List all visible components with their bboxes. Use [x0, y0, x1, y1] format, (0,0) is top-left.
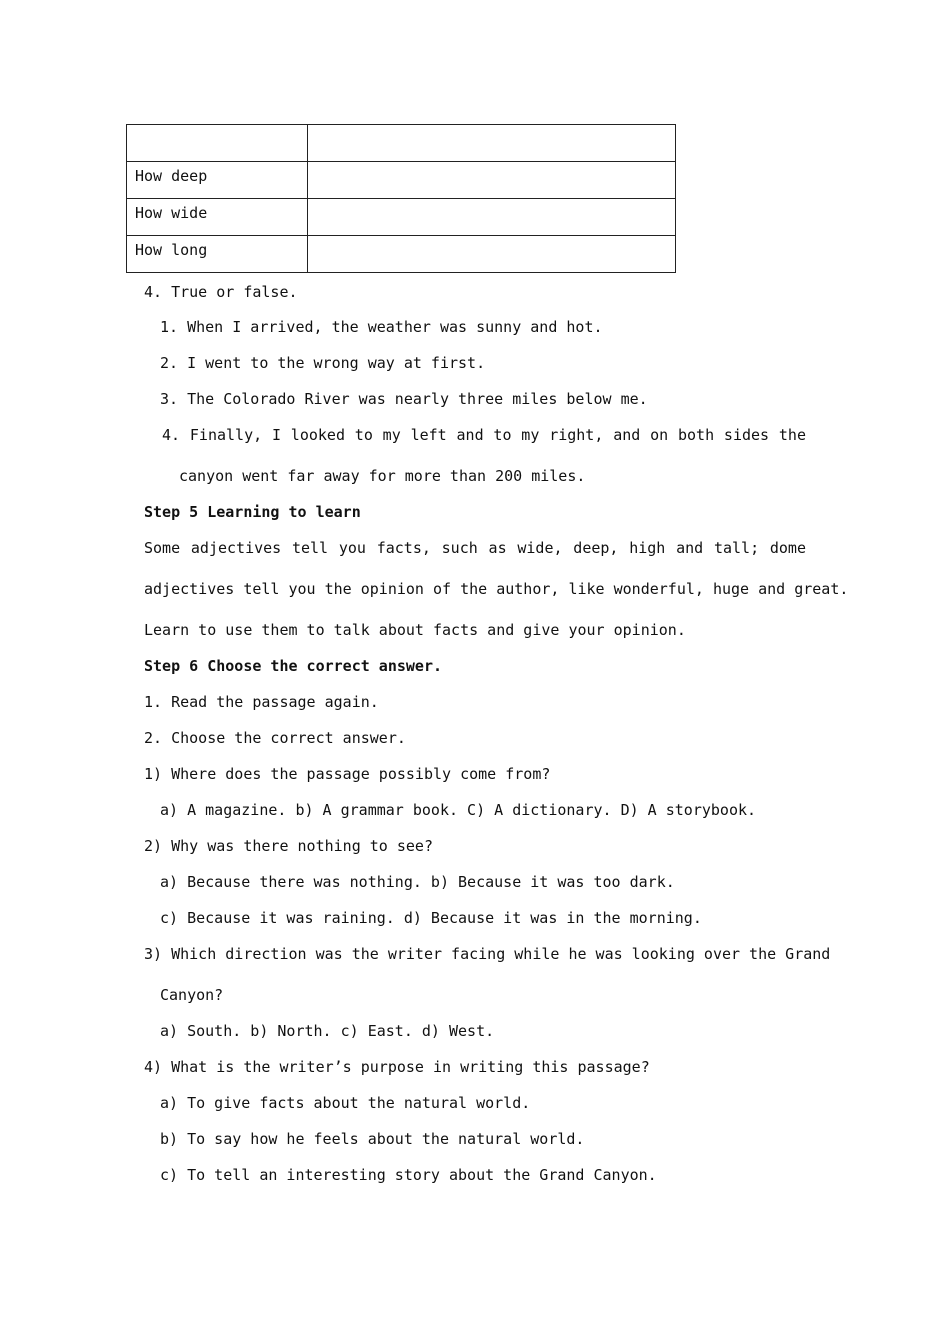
question-4-option: c) To tell an interesting story about the Grand Canyon.	[160, 1166, 657, 1184]
tf-item: 1. When I arrived, the weather was sunny and hot.	[160, 318, 603, 336]
question-1: 1) Where does the passage possibly come from?	[144, 765, 551, 783]
step5-paragraph-line: Some adjectives tell you facts, such as wide, deep, high and tall; dome	[144, 539, 806, 557]
question-2-options: c) Because it was raining. d) Because it was in the morning.	[160, 909, 702, 927]
question-4: 4) What is the writer’s purpose in writing this passage?	[144, 1058, 650, 1076]
question-3-options: a) South. b) North. c) East. d) West.	[160, 1022, 495, 1040]
table-row	[127, 199, 676, 236]
question-2: 2) Why was there nothing to see?	[144, 837, 433, 855]
table-cell-value	[308, 125, 676, 162]
table-row	[127, 236, 676, 273]
table-cell-value	[308, 162, 676, 199]
table-cell-label	[127, 125, 308, 162]
table-cell-label: How deep	[127, 162, 308, 199]
step5-paragraph-line: Learn to use them to talk about facts and give your opinion.	[144, 621, 686, 639]
step6-instruction: 1. Read the passage again.	[144, 693, 379, 711]
table-cell-label: How long	[127, 236, 308, 273]
question-4-option: a) To give facts about the natural world.	[160, 1094, 531, 1112]
step6-heading: Step 6 Choose the correct answer.	[144, 657, 443, 675]
question-2-options: a) Because there was nothing. b) Because it was too dark.	[160, 873, 675, 891]
tf-item: 3. The Colorado River was nearly three miles below me.	[160, 390, 648, 408]
step5-heading: Step 5 Learning to learn	[144, 503, 361, 521]
facts-table	[126, 124, 676, 273]
question-1-options: a) A magazine. b) A grammar book. C) A dictionary. D) A storybook.	[160, 801, 757, 819]
step6-instruction: 2. Choose the correct answer.	[144, 729, 406, 747]
table-cell-value	[308, 236, 676, 273]
question-4-option: b) To say how he feels about the natural world.	[160, 1130, 585, 1148]
table-cell-label: How wide	[127, 199, 308, 236]
step5-paragraph-line: adjectives tell you the opinion of the author, like wonderful, huge and great.	[144, 580, 849, 598]
question-3-continuation: Canyon?	[160, 986, 224, 1004]
table-row	[127, 125, 676, 162]
tf-item: 2. I went to the wrong way at first.	[160, 354, 486, 372]
true-false-heading: 4. True or false.	[144, 283, 298, 301]
question-3: 3) Which direction was the writer facing while he was looking over the Grand	[144, 945, 831, 963]
tf-item: 4. Finally, I looked to my left and to my right, and on both sides the	[162, 426, 806, 444]
tf-item-continuation: canyon went far away for more than 200 miles.	[179, 467, 586, 485]
table-row	[127, 162, 676, 199]
table-cell-value	[308, 199, 676, 236]
